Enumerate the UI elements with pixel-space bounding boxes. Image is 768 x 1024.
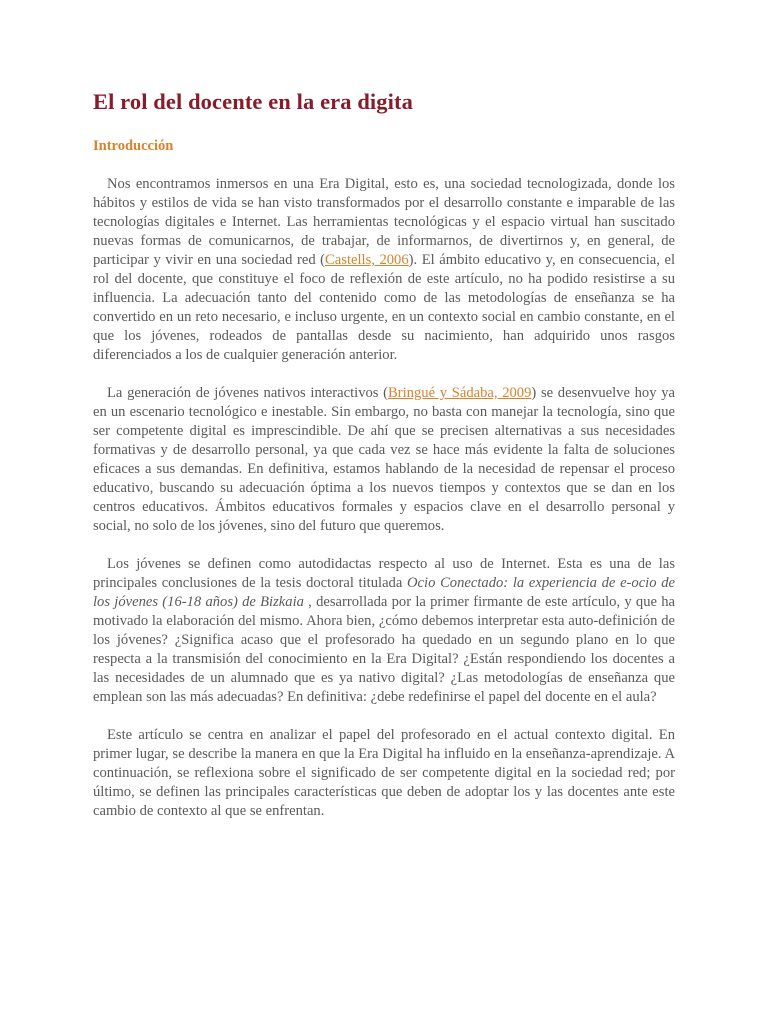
paragraph-2-text-b: ) se desenvuelve hoy ya en un escenario tecnológico e inestable. Sin embargo, no basta con manejar la tecnología, sino que ser competente digital es imprescindible. De ahí que se precisen alternativas a sus necesidades formativas y de desarrollo personal, ya que cada vez se hace más evidente la falta de soluciones eficaces a sus demandas. En definitiva, estamos hablando de la necesidad de repensar el proceso educativo, buscando su adecuación óptima a los nuevos tiempos y contextos que se dan en los centros educativos. Ámbitos educativos formales y espacios clave en el desarrollo personal y social, no solo de los jóvenes, sino del futuro que queremos. bbox=[93, 385, 675, 534]
paragraph-1-text-b: ). El ámbito educativo y, en consecuencia, el rol del docente, que constituye el foco de reflexión de este artículo, no ha podido resistirse a su influencia. La adecuación tanto del contenido como de las metodologías de enseñanza se ha convertido en un reto necesario, e incluso urgente, en un contexto social en cambio constante, en el que los jóvenes, rodeados de pantallas desde su nacimiento, han adquirido unos rasgos diferenciados a los de cualquier generación anterior. bbox=[93, 252, 676, 363]
citation-link-castells[interactable]: Castells, 2006 bbox=[325, 252, 409, 268]
paragraph-3 bbox=[93, 555, 675, 707]
paragraph-4: Este artículo se centra en analizar el papel del profesorado en el actual contexto digital. En primer lugar, se describe la manera en que la Era Digital ha influido en la enseñanza-aprendizaje. A continuación, se reflexiona sobre el significado de ser competente digital en la sociedad red; por último, se definen las principales características que deben de adoptar los y las docentes ante este cambio de contexto al que se enfrentan. bbox=[93, 727, 675, 819]
thesis-title-italic: Ocio Conectado: la experiencia de e-ocio de los jóvenes (16-18 años) de Bizkaia bbox=[93, 575, 675, 610]
page-title: El rol del docente en la era digita bbox=[93, 89, 413, 114]
section-heading: Introducción bbox=[93, 138, 174, 154]
citation-link-bringue-sadaba[interactable]: Bringué y Sádaba, 2009 bbox=[388, 385, 532, 401]
paragraph-2-text-a: La generación de jóvenes nativos interactivos ( bbox=[107, 385, 389, 401]
paragraph-3-text-a: Los jóvenes se definen como autodidactas respecto al uso de Internet. Esta es una de las principales conclusiones de la tesis doctoral titulada bbox=[93, 556, 675, 591]
paragraph-2 bbox=[93, 384, 675, 536]
paragraph-3-text-b: , desarrollada por la primer firmante de este artículo, y que ha motivado la elaboración del mismo. Ahora bien, ¿cómo debemos interpretar esta auto-definición de los jóvenes? ¿Significa acaso que el profesorado ha quedado en un segundo plano en lo que respecta a la transmisión del conocimiento en la Era Digital? ¿Están respondiendo los docentes a las necesidades de un alumnado que es ya nativo digital? ¿Las metodologías de enseñanza que emplean son las más adecuadas? En definitiva: ¿debe redefinirse el papel del docente en el aula? bbox=[93, 594, 675, 705]
paragraph-1 bbox=[93, 175, 675, 365]
paragraph-1-text-a: Nos encontramos inmersos en una Era Digital, esto es, una sociedad tecnologizada, donde los hábitos y estilos de vida se han visto transformados por el desarrollo constante e imparable de las tecnologías digitales e Internet. Las herramientas tecnológicas y el espacio virtual han suscitado nuevas formas de comunicarnos, de trabajar, de informarnos, de divertirnos y, en general, de participar y vivir en una sociedad red ( bbox=[93, 176, 675, 268]
